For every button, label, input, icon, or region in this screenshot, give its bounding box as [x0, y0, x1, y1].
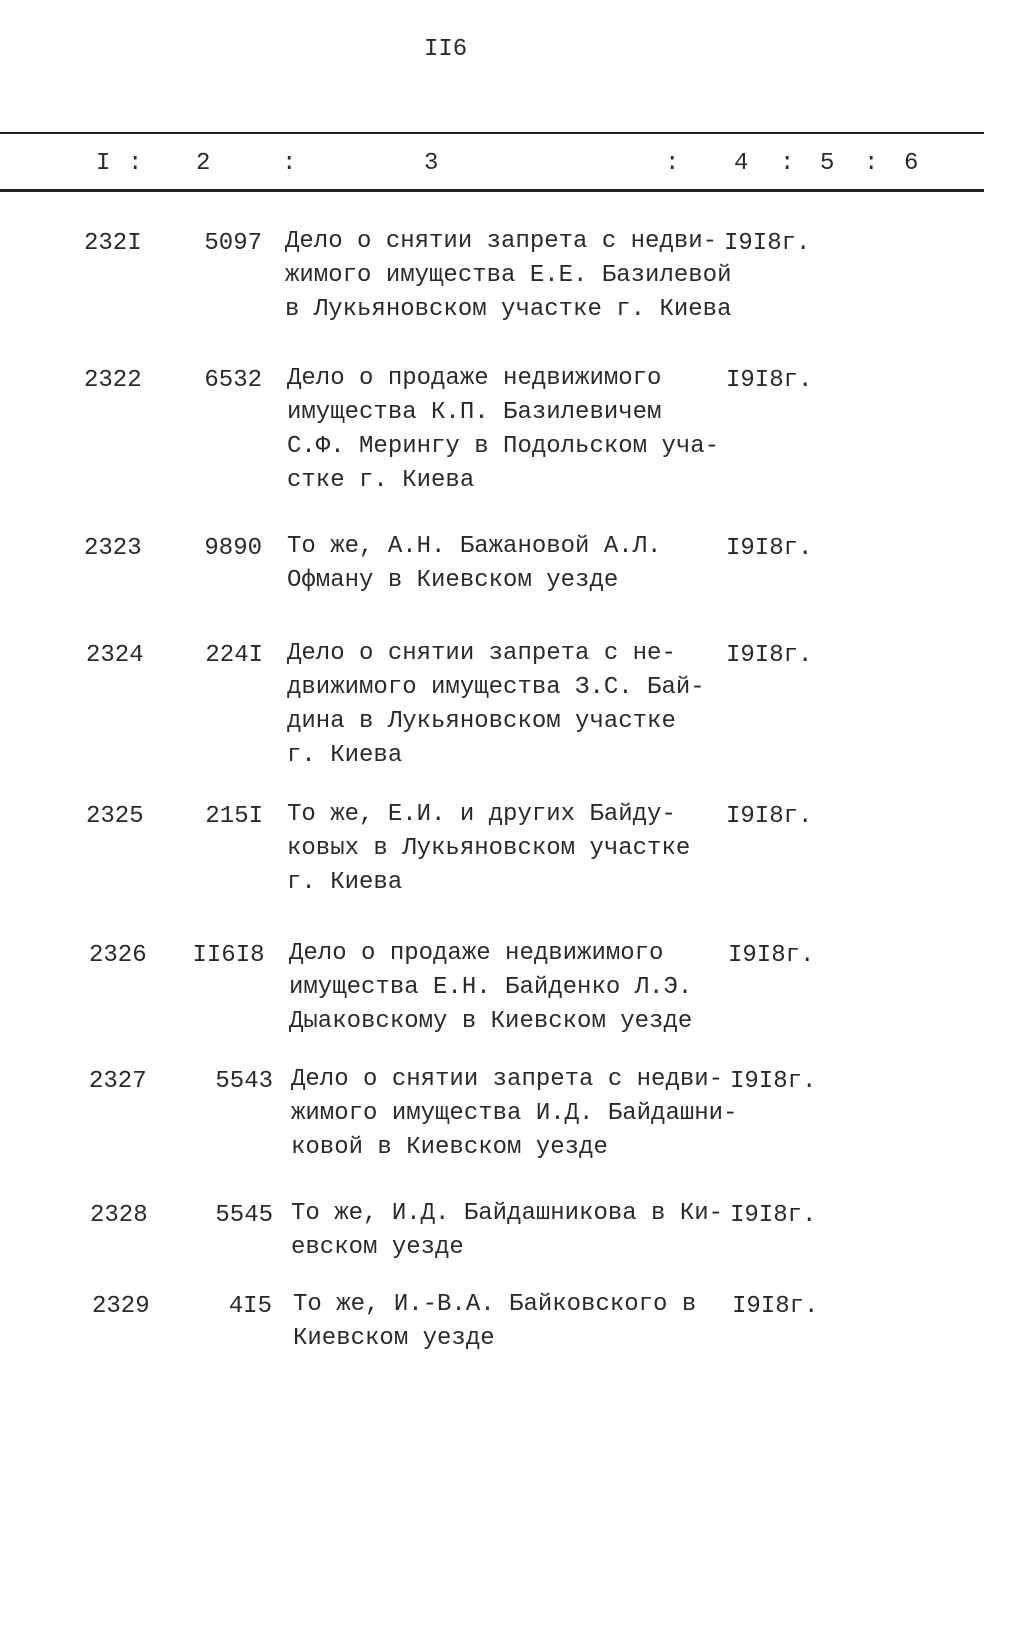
item-year: I9I8г.	[730, 1202, 817, 1229]
description-line: Киевском уезде	[293, 1325, 495, 1352]
item-description	[291, 1197, 723, 1265]
item-year: I9I8г.	[726, 803, 813, 830]
item-description	[287, 530, 661, 598]
description-line: стке г. Киева	[287, 467, 475, 494]
column-separator: :	[282, 150, 297, 177]
item-description	[285, 225, 731, 327]
column-header-4: 4	[734, 150, 749, 177]
item-number: 2326	[89, 942, 147, 969]
item-year: I9I8г.	[726, 535, 813, 562]
column-separator: :	[665, 150, 680, 177]
item-number: 2322	[84, 367, 142, 394]
description-line: ковых в Лукьяновском участке	[287, 835, 691, 862]
item-code: 4I5	[228, 1293, 272, 1320]
item-description	[291, 1063, 737, 1165]
description-line: Дело о снятии запрета с недви-	[291, 1066, 724, 1093]
description-line: жимого имущества И.Д. Байдашни-	[291, 1100, 738, 1127]
column-header-5: 5	[820, 150, 835, 177]
description-line: Офману в Киевском уезде	[287, 567, 619, 594]
column-header-6: 6	[904, 150, 919, 177]
description-line: Дыаковскому в Киевском уезде	[289, 1008, 693, 1035]
item-year: I9I8г.	[724, 230, 811, 257]
item-description	[289, 937, 692, 1039]
description-line: евском уезде	[291, 1234, 464, 1261]
description-line: Дело о продаже недвижимого	[289, 940, 664, 967]
description-line: Дело о продаже недвижимого	[287, 365, 662, 392]
description-line: Дело о снятии запрета с не-	[287, 640, 676, 667]
item-code: 5543	[215, 1068, 273, 1095]
item-number: 2324	[86, 642, 144, 669]
item-code: 5097	[204, 230, 262, 257]
description-line: То же, Е.И. и других Байду-	[287, 801, 676, 828]
column-header-2: 2	[196, 150, 211, 177]
item-number: 2328	[90, 1202, 148, 1229]
column-separator: :	[128, 150, 143, 177]
description-line: дина в Лукьяновском участке	[287, 708, 676, 735]
description-line: жимого имущества Е.Е. Базилевой	[285, 262, 732, 289]
description-line: С.Ф. Мерингу в Подольском уча-	[287, 433, 720, 460]
description-line: г. Киева	[287, 869, 403, 896]
item-year: I9I8г.	[728, 942, 815, 969]
description-line: г. Киева	[287, 742, 403, 769]
column-header-3: 3	[424, 150, 439, 177]
item-code: 9890	[204, 535, 262, 562]
item-code: II6I8	[192, 942, 265, 969]
description-line: имущества Е.Н. Байденко Л.Э.	[289, 974, 693, 1001]
item-description	[287, 362, 719, 498]
item-code: 215I	[205, 803, 263, 830]
item-code: 224I	[205, 642, 263, 669]
column-separator: :	[780, 150, 795, 177]
item-year: I9I8г.	[726, 367, 813, 394]
page-number: II6	[424, 36, 468, 63]
description-line: То же, И.-В.А. Байковского в	[293, 1291, 697, 1318]
item-number: 2327	[89, 1068, 147, 1095]
column-header-1: I	[96, 150, 111, 177]
item-description	[287, 798, 690, 900]
description-line: в Лукьяновском участке г. Киева	[285, 296, 732, 323]
item-year: I9I8г.	[726, 642, 813, 669]
item-number: 2329	[92, 1293, 150, 1320]
description-line: ковой в Киевском уезде	[291, 1134, 608, 1161]
description-line: То же, А.Н. Бажановой А.Л.	[287, 533, 662, 560]
description-line: Дело о снятии запрета с недви-	[285, 228, 718, 255]
column-separator: :	[864, 150, 879, 177]
item-year: I9I8г.	[730, 1068, 817, 1095]
item-code: 6532	[204, 367, 262, 394]
item-number: 232I	[84, 230, 142, 257]
item-description	[293, 1288, 696, 1356]
description-line: движимого имущества З.С. Бай-	[287, 674, 705, 701]
item-number: 2325	[86, 803, 144, 830]
header-bottom-rule	[0, 189, 984, 192]
header-top-rule	[0, 132, 984, 134]
description-line: То же, И.Д. Байдашникова в Ки-	[291, 1200, 724, 1227]
item-year: I9I8г.	[732, 1293, 819, 1320]
item-code: 5545	[215, 1202, 273, 1229]
item-number: 2323	[84, 535, 142, 562]
item-description	[287, 637, 705, 773]
description-line: имущества К.П. Базилевичем	[287, 399, 662, 426]
